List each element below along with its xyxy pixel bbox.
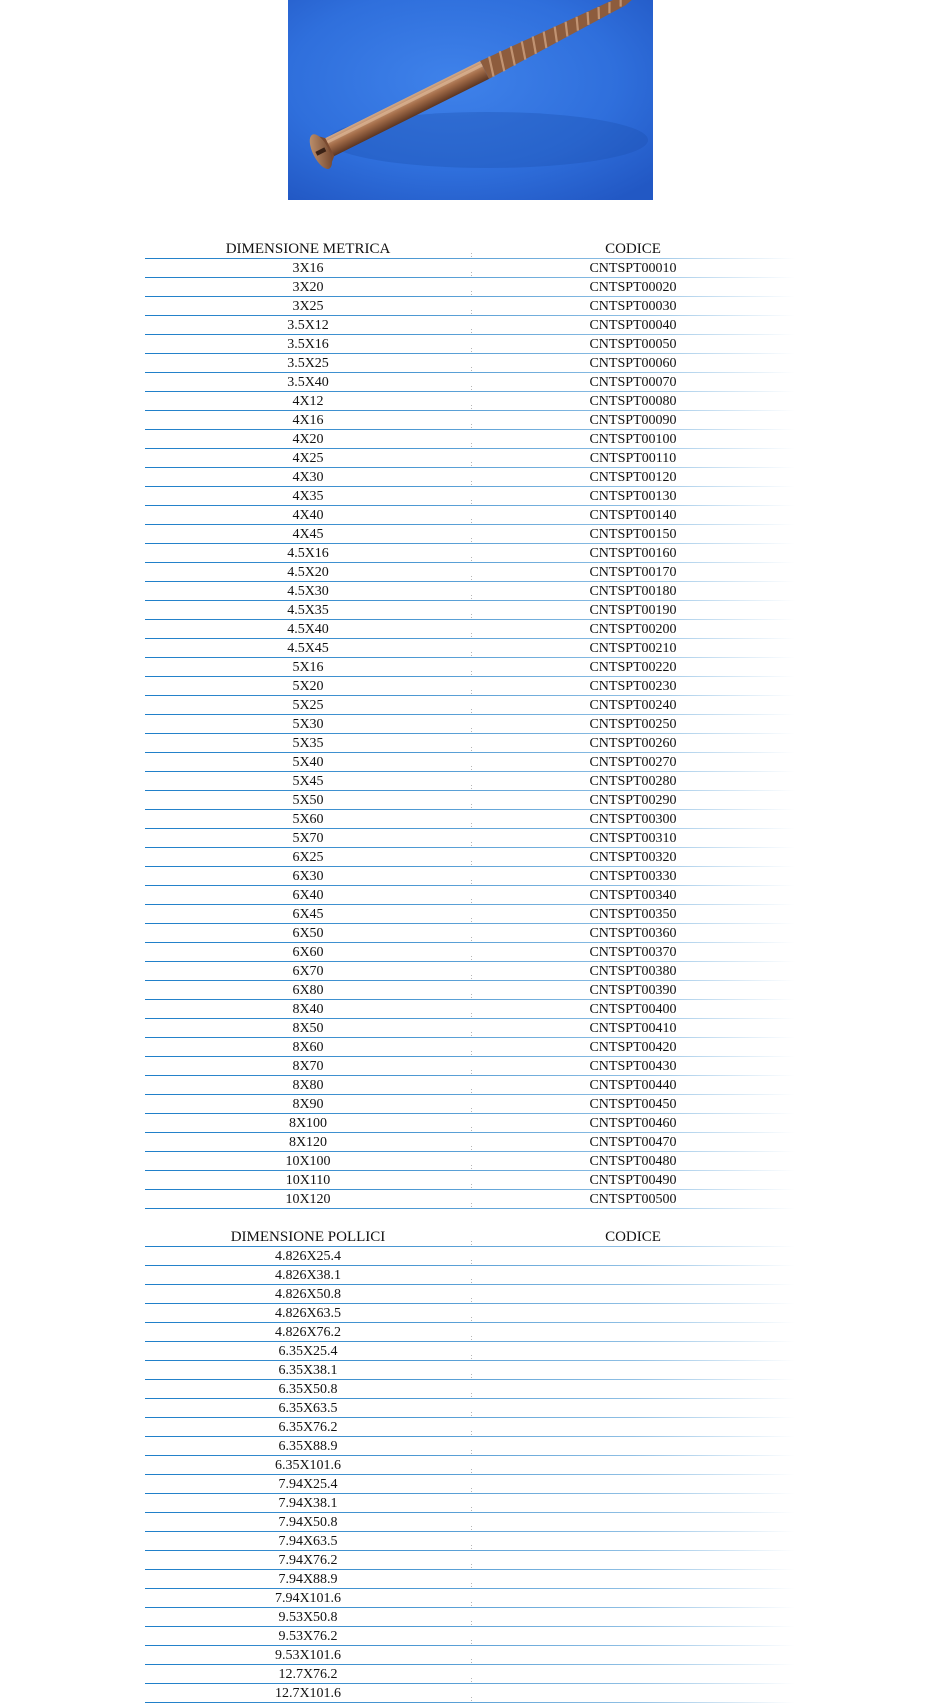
size-cell: 4.826X50.8: [274, 1287, 342, 1302]
metric-size-table: [145, 240, 795, 1209]
code-cell: CNTSPT00380: [589, 964, 677, 979]
table-row: [145, 1285, 795, 1304]
code-cell: [471, 1418, 795, 1437]
table-header-row: [145, 1228, 795, 1247]
code-cell: CNTSPT00400: [589, 1002, 677, 1017]
table-row: [145, 639, 795, 658]
size-cell: 5X30: [292, 717, 324, 732]
size-cell: 6.35X63.5: [278, 1401, 338, 1416]
size-cell: 4.826X38.1: [274, 1268, 342, 1283]
table-row: [145, 886, 795, 905]
table-row: [145, 696, 795, 715]
code-cell: [471, 1589, 795, 1608]
table-row: [145, 373, 795, 392]
code-cell: CNTSPT00010: [589, 261, 677, 276]
size-cell: 8X100: [288, 1116, 328, 1131]
table-row: [145, 1057, 795, 1076]
code-cell: CNTSPT00310: [589, 831, 677, 846]
size-cell: 7.94X101.6: [274, 1591, 342, 1606]
code-cell: CNTSPT00470: [589, 1135, 677, 1150]
size-cell: 6X40: [292, 888, 324, 903]
table-row: [145, 297, 795, 316]
table-row: [145, 1247, 795, 1266]
code-cell: CNTSPT00500: [589, 1192, 677, 1207]
code-cell: [471, 1285, 795, 1304]
table-row: [145, 335, 795, 354]
size-cell: 7.94X25.4: [278, 1477, 338, 1492]
table-row: [145, 1456, 795, 1475]
table-row: [145, 1665, 795, 1684]
size-cell: 4.5X35: [287, 603, 329, 618]
code-cell: CNTSPT00100: [589, 432, 677, 447]
table-row: [145, 506, 795, 525]
code-cell: [471, 1266, 795, 1285]
table-row: [145, 1380, 795, 1399]
size-cell: 4.826X25.4: [274, 1249, 342, 1264]
code-cell: [471, 1247, 795, 1266]
table-row: [145, 658, 795, 677]
table-row: [145, 1494, 795, 1513]
code-cell: CNTSPT00060: [589, 356, 677, 371]
size-cell: 4X30: [292, 470, 324, 485]
table-row: [145, 1076, 795, 1095]
table-row: [145, 1171, 795, 1190]
size-cell: 5X35: [292, 736, 324, 751]
size-cell: 6.35X25.4: [278, 1344, 338, 1359]
table-row: [145, 715, 795, 734]
table-row: [145, 677, 795, 696]
table-row: [145, 848, 795, 867]
code-cell: [471, 1532, 795, 1551]
table-row: [145, 1532, 795, 1551]
table-row: [145, 278, 795, 297]
code-cell: CNTSPT00290: [589, 793, 677, 808]
table-row: [145, 1437, 795, 1456]
size-cell: 8X60: [292, 1040, 324, 1055]
size-cell: 7.94X38.1: [278, 1496, 338, 1511]
table-row: [145, 772, 795, 791]
code-cell: CNTSPT00250: [589, 717, 677, 732]
brass-wood-screw-photo: [288, 0, 653, 200]
size-cell: 7.94X50.8: [278, 1515, 338, 1530]
size-cell: 5X40: [292, 755, 324, 770]
code-cell: CNTSPT00190: [589, 603, 677, 618]
size-cell: 6X45: [292, 907, 324, 922]
size-cell: 4.826X63.5: [274, 1306, 342, 1321]
size-cell: 4X16: [292, 413, 324, 428]
size-cell: 6X50: [292, 926, 324, 941]
size-cell: 4X40: [292, 508, 324, 523]
table-row: [145, 791, 795, 810]
code-cell: CNTSPT00170: [589, 565, 677, 580]
table-row: [145, 981, 795, 1000]
table-row: [145, 1684, 795, 1703]
code-cell: [471, 1684, 795, 1703]
code-cell: [471, 1456, 795, 1475]
size-cell: 5X50: [292, 793, 324, 808]
size-cell: 7.94X76.2: [278, 1553, 338, 1568]
size-cell: 10X120: [285, 1192, 331, 1207]
table-row: [145, 810, 795, 829]
code-cell: CNTSPT00360: [589, 926, 677, 941]
size-cell: 5X60: [292, 812, 324, 827]
size-cell: 3.5X16: [287, 337, 329, 352]
size-cell: 8X90: [292, 1097, 324, 1112]
code-cell: CNTSPT00420: [589, 1040, 677, 1055]
code-cell: CNTSPT00180: [589, 584, 677, 599]
size-cell: 10X110: [285, 1173, 331, 1188]
size-cell: 5X70: [292, 831, 324, 846]
size-cell: 4.826X76.2: [274, 1325, 342, 1340]
size-cell: 3X16: [292, 261, 324, 276]
table-row: [145, 582, 795, 601]
code-cell: CNTSPT00090: [589, 413, 677, 428]
size-cell: 7.94X63.5: [278, 1534, 338, 1549]
table-row: [145, 753, 795, 772]
table-row: [145, 449, 795, 468]
code-cell: CNTSPT00080: [589, 394, 677, 409]
code-cell: CNTSPT00220: [589, 660, 677, 675]
code-cell: [471, 1361, 795, 1380]
size-cell: 3X25: [292, 299, 324, 314]
code-cell: [471, 1342, 795, 1361]
table-row: [145, 1475, 795, 1494]
size-cell: 4.5X20: [287, 565, 329, 580]
table-row: [145, 962, 795, 981]
size-cell: 3X20: [292, 280, 324, 295]
code-cell: CNTSPT00270: [589, 755, 677, 770]
size-cell: 5X16: [292, 660, 324, 675]
code-cell: CNTSPT00460: [589, 1116, 677, 1131]
size-cell: 6X25: [292, 850, 324, 865]
code-cell: CNTSPT00030: [589, 299, 677, 314]
table-row: [145, 905, 795, 924]
column-divider: [471, 1697, 472, 1703]
code-cell: CNTSPT00130: [589, 489, 677, 504]
table-row: [145, 1000, 795, 1019]
table-row: [145, 544, 795, 563]
table-row: [145, 525, 795, 544]
size-cell: 4X45: [292, 527, 324, 542]
size-cell: 8X120: [288, 1135, 328, 1150]
size-cell: 6X30: [292, 869, 324, 884]
size-cell: 6.35X76.2: [278, 1420, 338, 1435]
size-cell: 6X70: [292, 964, 324, 979]
table-row: [145, 620, 795, 639]
size-cell: 5X20: [292, 679, 324, 694]
header-inch-size: DIMENSIONE POLLICI: [230, 1229, 386, 1245]
code-cell: CNTSPT00430: [589, 1059, 677, 1074]
code-cell: CNTSPT00200: [589, 622, 677, 637]
table-row: [145, 829, 795, 848]
size-cell: 4X20: [292, 432, 324, 447]
table-row: [145, 1190, 795, 1209]
header-metric-size: DIMENSIONE METRICA: [225, 241, 391, 257]
code-cell: CNTSPT00070: [589, 375, 677, 390]
size-cell: 4X25: [292, 451, 324, 466]
table-row: [145, 316, 795, 335]
header-code: CODICE: [605, 241, 661, 257]
code-cell: CNTSPT00450: [589, 1097, 677, 1112]
size-cell: 4.5X40: [287, 622, 329, 637]
code-cell: CNTSPT00230: [589, 679, 677, 694]
code-cell: CNTSPT00110: [589, 451, 677, 466]
table-row: [145, 1646, 795, 1665]
column-divider: [471, 1203, 472, 1209]
size-cell: 8X50: [292, 1021, 324, 1036]
size-cell: 4.5X30: [287, 584, 329, 599]
table-row: [145, 601, 795, 620]
table-row: [145, 259, 795, 278]
table-row: [145, 1418, 795, 1437]
code-cell: [471, 1399, 795, 1418]
inch-size-table: [145, 1228, 795, 1703]
code-cell: [471, 1570, 795, 1589]
code-cell: [471, 1513, 795, 1532]
code-cell: [471, 1475, 795, 1494]
size-cell: 4.5X16: [287, 546, 329, 561]
code-cell: CNTSPT00350: [589, 907, 677, 922]
code-cell: CNTSPT00410: [589, 1021, 677, 1036]
code-cell: CNTSPT00300: [589, 812, 677, 827]
size-cell: 6.35X101.6: [274, 1458, 342, 1473]
code-cell: CNTSPT00150: [589, 527, 677, 542]
table-row: [145, 1038, 795, 1057]
size-cell: 6.35X88.9: [278, 1439, 338, 1454]
table-row: [145, 943, 795, 962]
size-cell: 8X70: [292, 1059, 324, 1074]
code-cell: CNTSPT00330: [589, 869, 677, 884]
code-cell: [471, 1608, 795, 1627]
code-cell: CNTSPT00390: [589, 983, 677, 998]
table-row: [145, 867, 795, 886]
size-cell: 5X45: [292, 774, 324, 789]
code-cell: [471, 1380, 795, 1399]
code-cell: CNTSPT00240: [589, 698, 677, 713]
size-cell: 4X35: [292, 489, 324, 504]
table-row: [145, 1019, 795, 1038]
code-cell: [471, 1437, 795, 1456]
code-cell: [471, 1646, 795, 1665]
size-cell: 3.5X25: [287, 356, 329, 371]
size-cell: 9.53X76.2: [278, 1629, 338, 1644]
table-row: [145, 1570, 795, 1589]
size-cell: 10X100: [285, 1154, 331, 1169]
size-cell: 8X80: [292, 1078, 324, 1093]
table-row: [145, 1323, 795, 1342]
code-cell: CNTSPT00280: [589, 774, 677, 789]
size-cell: 8X40: [292, 1002, 324, 1017]
table-row: [145, 924, 795, 943]
code-cell: [471, 1323, 795, 1342]
table-row: [145, 487, 795, 506]
code-cell: CNTSPT00480: [589, 1154, 677, 1169]
size-cell: 6.35X38.1: [278, 1363, 338, 1378]
size-cell: 4X12: [292, 394, 324, 409]
size-cell: 7.94X88.9: [278, 1572, 338, 1587]
code-cell: [471, 1304, 795, 1323]
size-cell: 6X60: [292, 945, 324, 960]
code-cell: [471, 1551, 795, 1570]
code-cell: CNTSPT00340: [589, 888, 677, 903]
code-cell: CNTSPT00120: [589, 470, 677, 485]
table-row: [145, 1342, 795, 1361]
table-row: [145, 1133, 795, 1152]
code-cell: CNTSPT00440: [589, 1078, 677, 1093]
table-row: [145, 1627, 795, 1646]
table-header-row: [145, 240, 795, 259]
code-cell: [471, 1665, 795, 1684]
code-cell: CNTSPT00160: [589, 546, 677, 561]
table-row: [145, 354, 795, 373]
table-row: [145, 1589, 795, 1608]
code-cell: CNTSPT00050: [589, 337, 677, 352]
table-row: [145, 1513, 795, 1532]
code-cell: CNTSPT00260: [589, 736, 677, 751]
code-cell: CNTSPT00490: [589, 1173, 677, 1188]
table-row: [145, 1361, 795, 1380]
size-cell: 6X80: [292, 983, 324, 998]
table-row: [145, 1152, 795, 1171]
code-cell: CNTSPT00320: [589, 850, 677, 865]
code-cell: CNTSPT00140: [589, 508, 677, 523]
size-cell: 9.53X50.8: [278, 1610, 338, 1625]
code-cell: CNTSPT00040: [589, 318, 677, 333]
table-row: [145, 563, 795, 582]
table-row: [145, 1551, 795, 1570]
table-row: [145, 1095, 795, 1114]
size-cell: 12.7X101.6: [274, 1686, 342, 1701]
table-row: [145, 734, 795, 753]
product-photo: [288, 0, 653, 200]
table-row: [145, 1304, 795, 1323]
size-cell: 9.53X101.6: [274, 1648, 342, 1663]
size-cell: 5X25: [292, 698, 324, 713]
code-cell: CNTSPT00210: [589, 641, 677, 656]
table-row: [145, 411, 795, 430]
size-cell: 4.5X45: [287, 641, 329, 656]
code-cell: CNTSPT00020: [589, 280, 677, 295]
size-cell: 12.7X76.2: [278, 1667, 338, 1682]
table-row: [145, 1114, 795, 1133]
header-code: CODICE: [605, 1229, 661, 1245]
table-row: [145, 392, 795, 411]
table-row: [145, 1399, 795, 1418]
table-row: [145, 468, 795, 487]
size-cell: 3.5X40: [287, 375, 329, 390]
code-cell: CNTSPT00370: [589, 945, 677, 960]
size-cell: 3.5X12: [287, 318, 329, 333]
table-row: [145, 430, 795, 449]
code-cell: [471, 1494, 795, 1513]
size-cell: 6.35X50.8: [278, 1382, 338, 1397]
table-row: [145, 1608, 795, 1627]
table-row: [145, 1266, 795, 1285]
code-cell: [471, 1627, 795, 1646]
